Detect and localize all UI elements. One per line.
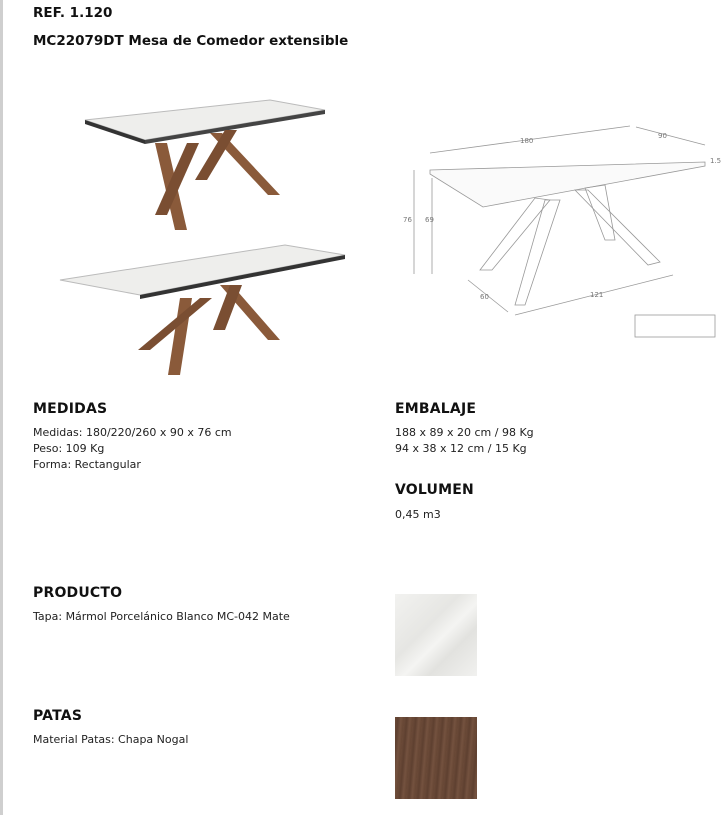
dim-leg-height: 69	[425, 216, 434, 224]
dim-height: 76	[403, 216, 412, 224]
dim-base-length: 121	[590, 291, 604, 299]
dimension-diagram	[400, 110, 723, 350]
page-edge	[0, 0, 3, 815]
table-photo-closed	[75, 95, 335, 235]
dim-thickness: 1.5	[710, 157, 722, 165]
dim-width: 90	[658, 132, 667, 140]
embalaje-heading: EMBALAJE	[395, 401, 477, 417]
medidas-heading: MEDIDAS	[33, 401, 108, 417]
volumen-value: 0,45 m3	[395, 508, 441, 521]
embalaje-box-1: 188 x 89 x 20 cm / 98 Kg	[395, 426, 534, 439]
medidas-shape: Forma: Rectangular	[33, 458, 141, 471]
walnut-swatch	[395, 717, 477, 799]
producto-heading: PRODUCTO	[33, 585, 123, 601]
patas-heading: PATAS	[33, 708, 83, 724]
patas-text: Material Patas: Chapa Nogal	[33, 733, 189, 746]
producto-text: Tapa: Mármol Porcelánico Blanco MC-042 Mate	[33, 610, 290, 623]
dim-base-depth: 60	[480, 293, 489, 301]
embalaje-box-2: 94 x 38 x 12 cm / 15 Kg	[395, 442, 527, 455]
dim-length: 180	[520, 137, 534, 145]
medidas-weight: Peso: 109 Kg	[33, 442, 105, 455]
volumen-heading: VOLUMEN	[395, 482, 474, 498]
marble-swatch	[395, 594, 477, 676]
medidas-list	[33, 425, 232, 473]
medidas-dimensions: Medidas: 180/220/260 x 90 x 76 cm	[33, 426, 232, 439]
embalaje-list	[395, 425, 534, 457]
product-title: MC22079DT Mesa de Comedor extensible	[33, 33, 349, 49]
reference-number: REF. 1.120	[33, 5, 113, 21]
table-photo-extended	[55, 240, 355, 380]
